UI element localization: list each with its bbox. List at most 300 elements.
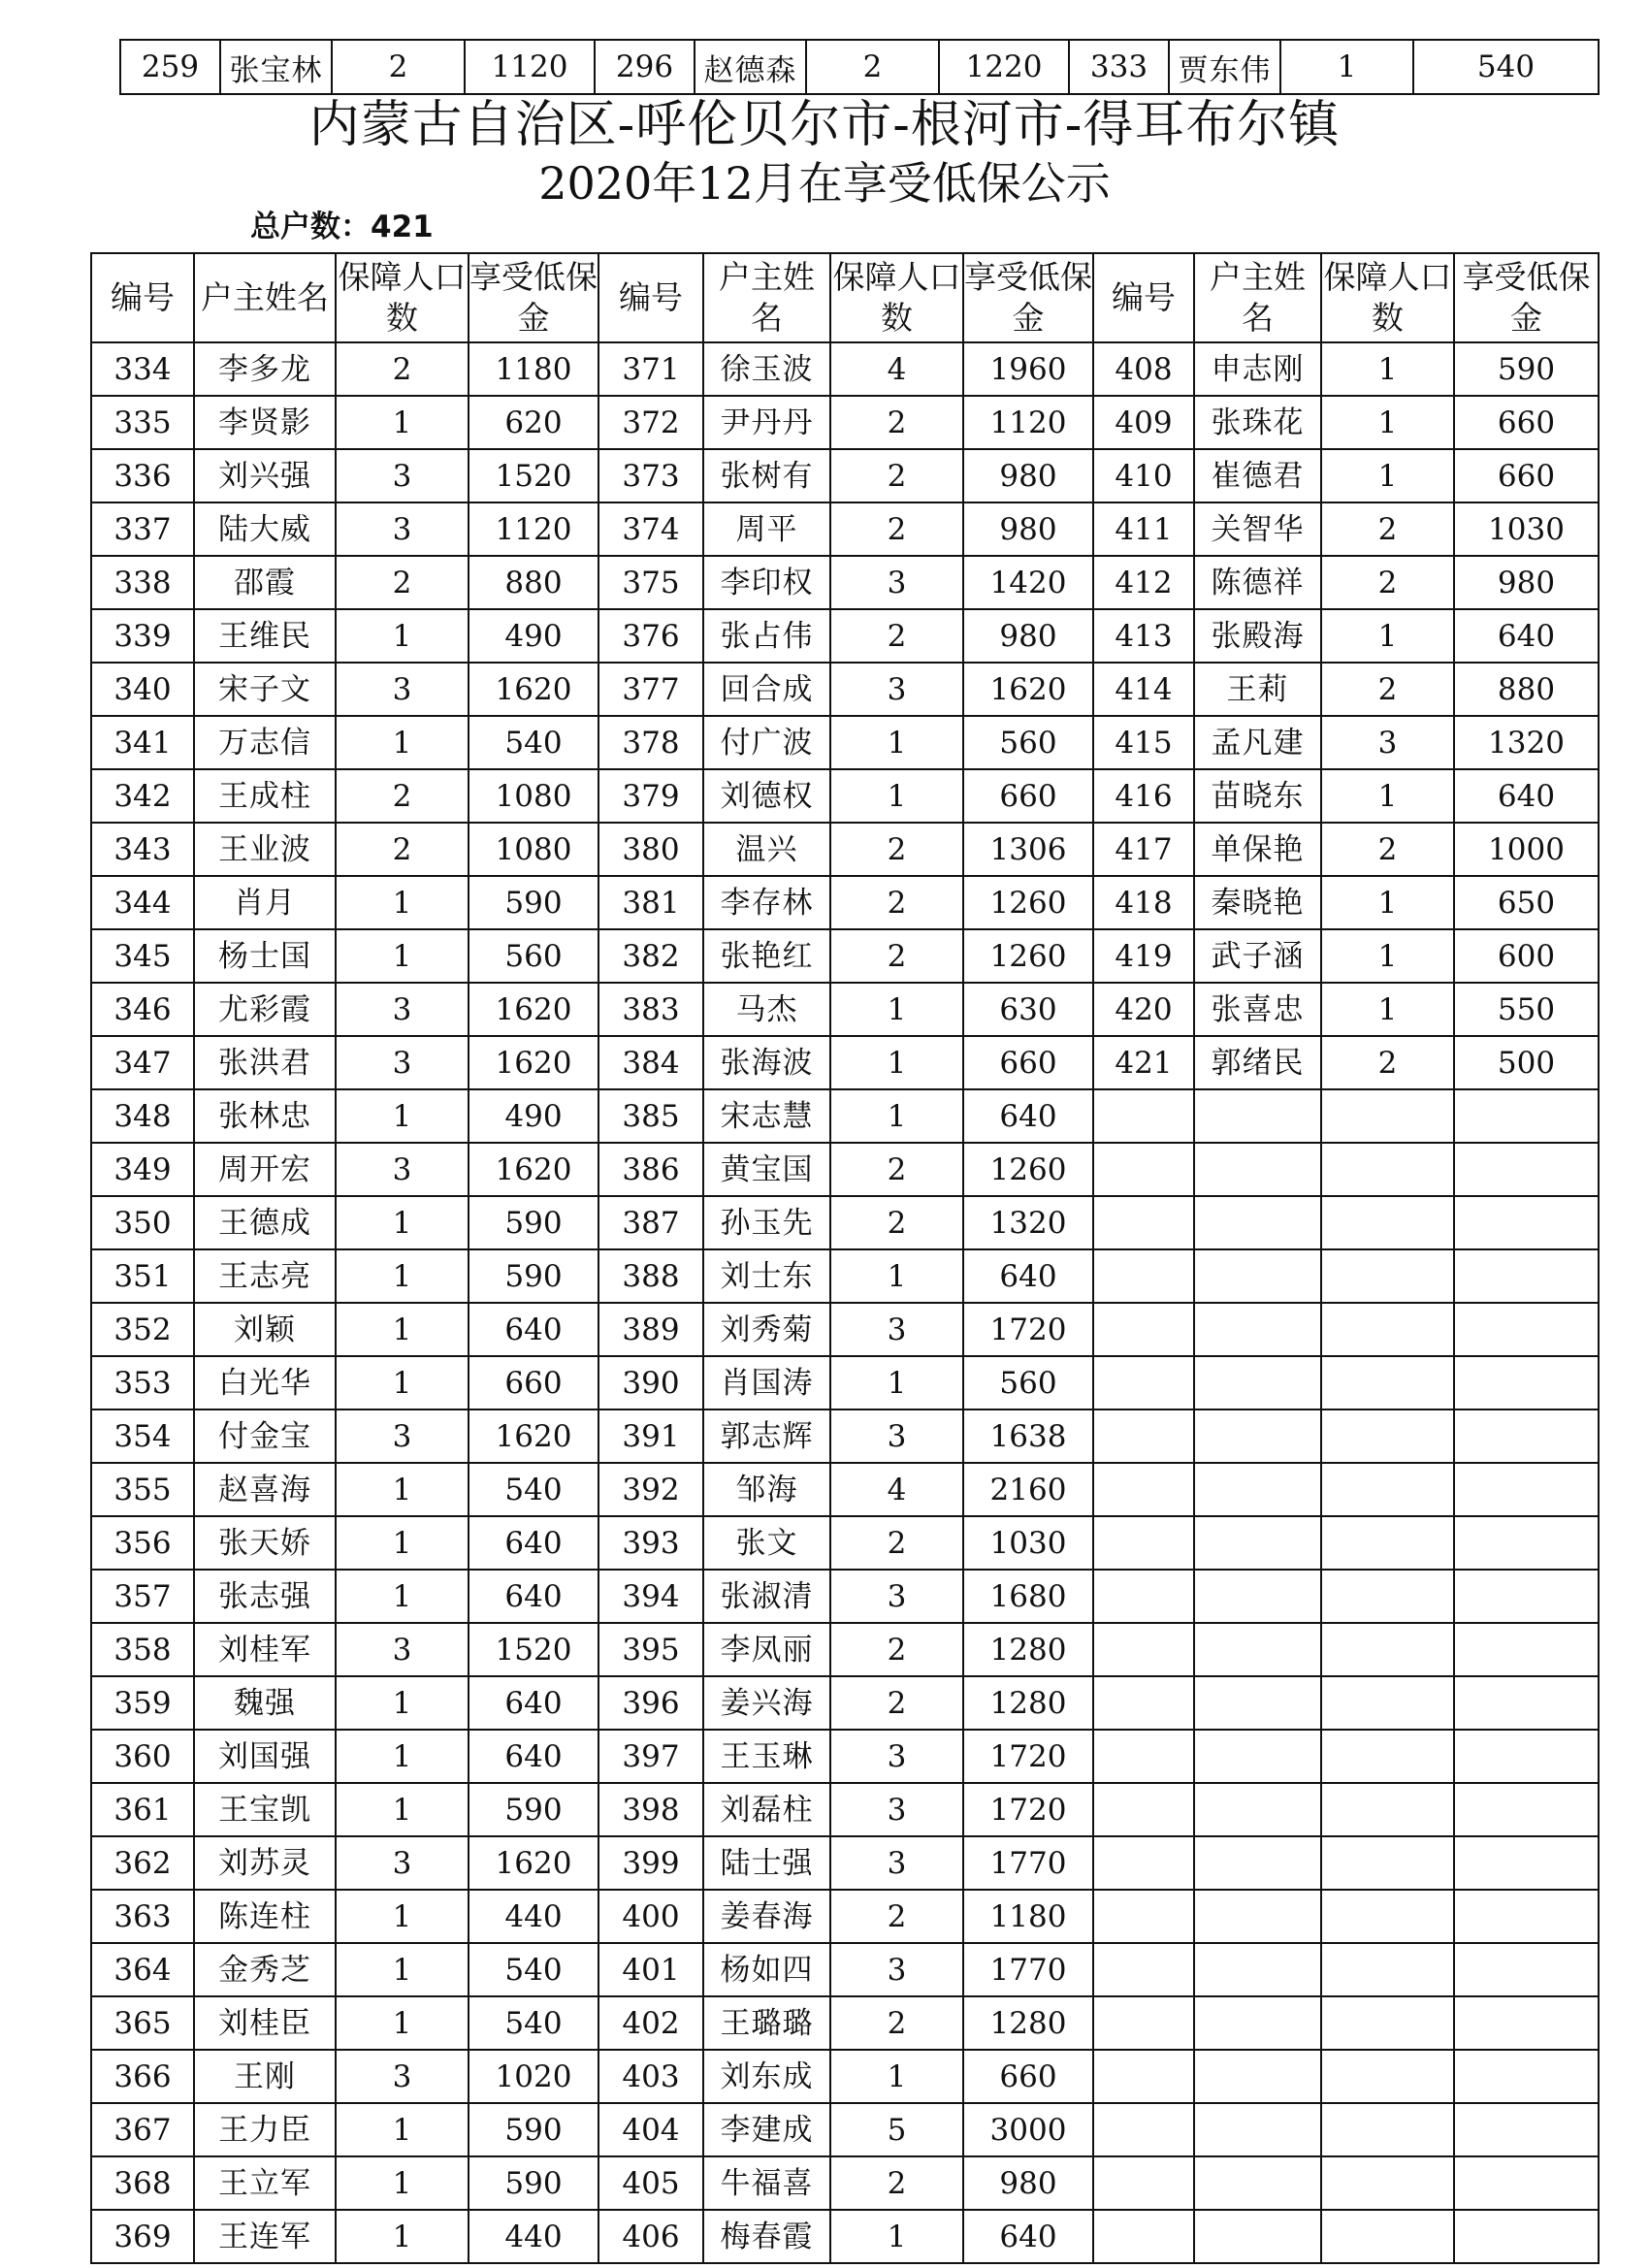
cell-people: 3 xyxy=(336,1143,469,1196)
cell-no: 353 xyxy=(91,1356,194,1409)
cell-name xyxy=(1194,1463,1321,1516)
table-row xyxy=(91,1356,1599,1409)
cell-amount xyxy=(1454,1676,1599,1730)
table-row xyxy=(91,1943,1599,1996)
table-row xyxy=(91,1463,1599,1516)
cell-no: 358 xyxy=(91,1623,194,1676)
cell-no: 388 xyxy=(598,1249,703,1303)
cell-name: 刘德权 xyxy=(703,769,830,823)
cell-no: 399 xyxy=(598,1836,703,1890)
cell-people: 3 xyxy=(830,1409,963,1463)
cell-no xyxy=(1093,1570,1194,1623)
cell-name: 贾东伟 xyxy=(1169,40,1280,94)
cell-people: 3 xyxy=(336,502,469,556)
cell-no xyxy=(1093,1089,1194,1143)
cell-no: 414 xyxy=(1093,663,1194,716)
cell-no: 360 xyxy=(91,1730,194,1783)
table-row xyxy=(91,342,1599,396)
cell-name xyxy=(1194,1996,1321,2050)
cell-no: 369 xyxy=(91,2210,194,2263)
cell-amount: 660 xyxy=(1454,449,1599,502)
subsidy-table xyxy=(90,252,1600,2264)
cell-people: 3 xyxy=(830,1730,963,1783)
cell-people: 2 xyxy=(830,1143,963,1196)
cell-people: 3 xyxy=(830,1943,963,1996)
cell-no: 406 xyxy=(598,2210,703,2263)
cell-no: 363 xyxy=(91,1890,194,1943)
table-row xyxy=(91,1303,1599,1356)
cell-no: 361 xyxy=(91,1783,194,1836)
cell-people: 1 xyxy=(336,716,469,769)
cell-no xyxy=(1093,1409,1194,1463)
cell-name: 王德成 xyxy=(194,1196,336,1249)
cell-no: 396 xyxy=(598,1676,703,1730)
cell-no: 344 xyxy=(91,876,194,929)
cell-amount: 560 xyxy=(963,716,1093,769)
cell-no: 352 xyxy=(91,1303,194,1356)
cell-name xyxy=(1194,1570,1321,1623)
cell-no: 378 xyxy=(598,716,703,769)
cell-amount: 1620 xyxy=(469,663,598,716)
cell-name: 周平 xyxy=(703,502,830,556)
table-row xyxy=(91,2156,1599,2210)
cell-people: 2 xyxy=(830,929,963,983)
cell-name: 赵喜海 xyxy=(194,1463,336,1516)
cell-people: 1 xyxy=(336,1463,469,1516)
table-row xyxy=(91,556,1599,609)
cell-name xyxy=(1194,1783,1321,1836)
cell-people: 2 xyxy=(830,2156,963,2210)
table-row xyxy=(120,40,1599,94)
header-no: 编号 xyxy=(598,253,703,342)
cell-no: 345 xyxy=(91,929,194,983)
cell-name: 刘国强 xyxy=(194,1730,336,1783)
cell-amount: 1960 xyxy=(963,342,1093,396)
cell-amount xyxy=(1454,1890,1599,1943)
table-row xyxy=(91,2103,1599,2156)
cell-no xyxy=(1093,1303,1194,1356)
cell-amount: 620 xyxy=(469,396,598,449)
cell-no xyxy=(1093,1463,1194,1516)
cell-name: 张洪君 xyxy=(194,1036,336,1089)
cell-amount: 1020 xyxy=(469,2050,598,2103)
table-row xyxy=(91,1196,1599,1249)
cell-no: 402 xyxy=(598,1996,703,2050)
cell-name: 刘颖 xyxy=(194,1303,336,1356)
cell-people: 1 xyxy=(336,1249,469,1303)
cell-name xyxy=(1194,2103,1321,2156)
cell-name: 刘桂臣 xyxy=(194,1996,336,2050)
cell-amount: 980 xyxy=(963,449,1093,502)
cell-name: 李印权 xyxy=(703,556,830,609)
cell-no: 411 xyxy=(1093,502,1194,556)
cell-people: 3 xyxy=(336,2050,469,2103)
cell-amount: 880 xyxy=(1454,663,1599,716)
cell-name: 尹丹丹 xyxy=(703,396,830,449)
cell-amount: 1120 xyxy=(963,396,1093,449)
cell-people: 3 xyxy=(830,1836,963,1890)
cell-amount: 980 xyxy=(1454,556,1599,609)
cell-amount: 1030 xyxy=(1454,502,1599,556)
cell-name xyxy=(1194,1943,1321,1996)
cell-no: 365 xyxy=(91,1996,194,2050)
header-amount: 享受低保金 xyxy=(469,253,598,342)
cell-no: 354 xyxy=(91,1409,194,1463)
cell-people: 1 xyxy=(336,1089,469,1143)
cell-no: 375 xyxy=(598,556,703,609)
header-people: 保障人口数 xyxy=(336,253,469,342)
cell-people xyxy=(1321,1516,1454,1570)
cell-no: 362 xyxy=(91,1836,194,1890)
cell-people xyxy=(1321,1249,1454,1303)
cell-no: 398 xyxy=(598,1783,703,1836)
cell-people: 1 xyxy=(336,1730,469,1783)
cell-amount: 1620 xyxy=(469,1143,598,1196)
cell-name: 牛福喜 xyxy=(703,2156,830,2210)
table-row xyxy=(91,663,1599,716)
cell-amount: 590 xyxy=(469,1783,598,1836)
cell-name: 关智华 xyxy=(1194,502,1321,556)
cell-no xyxy=(1093,1783,1194,1836)
cell-name: 王连军 xyxy=(194,2210,336,2263)
cell-amount xyxy=(1454,1463,1599,1516)
cell-no xyxy=(1093,1249,1194,1303)
header-no: 编号 xyxy=(1093,253,1194,342)
cell-name: 张树有 xyxy=(703,449,830,502)
cell-amount: 1520 xyxy=(469,449,598,502)
cell-amount: 1620 xyxy=(469,983,598,1036)
cell-name: 温兴 xyxy=(703,823,830,876)
cell-amount xyxy=(1454,1730,1599,1783)
cell-name: 张占伟 xyxy=(703,609,830,663)
cell-amount: 1680 xyxy=(963,1570,1093,1623)
table-row xyxy=(91,449,1599,502)
cell-amount: 980 xyxy=(963,502,1093,556)
cell-people: 1 xyxy=(336,1516,469,1570)
cell-no: 391 xyxy=(598,1409,703,1463)
table-row xyxy=(91,1570,1599,1623)
cell-name: 陈德祥 xyxy=(1194,556,1321,609)
table-row xyxy=(91,1676,1599,1730)
cell-people xyxy=(1321,1676,1454,1730)
cell-amount: 640 xyxy=(469,1676,598,1730)
cell-name: 赵德森 xyxy=(695,40,806,94)
cell-people: 3 xyxy=(1321,716,1454,769)
cell-no: 403 xyxy=(598,2050,703,2103)
cell-people: 2 xyxy=(830,1676,963,1730)
header-name: 户主姓名 xyxy=(703,253,830,342)
table-row xyxy=(91,823,1599,876)
table-row xyxy=(91,1409,1599,1463)
cell-name: 李凤丽 xyxy=(703,1623,830,1676)
table-row xyxy=(91,502,1599,556)
cell-people: 1 xyxy=(336,929,469,983)
cell-name xyxy=(1194,1303,1321,1356)
cell-no: 382 xyxy=(598,929,703,983)
cell-people: 3 xyxy=(336,449,469,502)
cell-people: 3 xyxy=(336,983,469,1036)
cell-people: 1 xyxy=(1321,983,1454,1036)
cell-people: 2 xyxy=(830,1996,963,2050)
cell-amount: 560 xyxy=(963,1356,1093,1409)
cell-people xyxy=(1321,1356,1454,1409)
cell-name xyxy=(1194,1356,1321,1409)
cell-people: 2 xyxy=(1321,556,1454,609)
cell-name xyxy=(1194,1409,1321,1463)
cell-no: 376 xyxy=(598,609,703,663)
cell-people: 1 xyxy=(830,2050,963,2103)
cell-people xyxy=(1321,1196,1454,1249)
cell-people: 1 xyxy=(830,769,963,823)
cell-amount: 660 xyxy=(963,1036,1093,1089)
cell-name: 张喜忠 xyxy=(1194,983,1321,1036)
cell-amount: 1180 xyxy=(963,1890,1093,1943)
cell-amount xyxy=(1454,2156,1599,2210)
cell-name: 单保艳 xyxy=(1194,823,1321,876)
cell-people xyxy=(1321,1623,1454,1676)
cell-no: 404 xyxy=(598,2103,703,2156)
cell-amount: 1420 xyxy=(963,556,1093,609)
cell-name: 张天娇 xyxy=(194,1516,336,1570)
table-row xyxy=(91,1516,1599,1570)
cell-no: 381 xyxy=(598,876,703,929)
cell-name: 李贤影 xyxy=(194,396,336,449)
cell-amount: 660 xyxy=(469,1356,598,1409)
cell-people: 1 xyxy=(830,2210,963,2263)
cell-people xyxy=(1321,2156,1454,2210)
cell-no: 336 xyxy=(91,449,194,502)
cell-no: 364 xyxy=(91,1943,194,1996)
cell-name: 王璐璐 xyxy=(703,1996,830,2050)
cell-people: 1 xyxy=(336,2210,469,2263)
cell-amount: 550 xyxy=(1454,983,1599,1036)
cell-no: 393 xyxy=(598,1516,703,1570)
cell-people: 1 xyxy=(1321,769,1454,823)
cell-people: 1 xyxy=(336,876,469,929)
cell-people xyxy=(1321,1836,1454,1890)
cell-amount xyxy=(1454,2050,1599,2103)
cell-people: 1 xyxy=(336,1783,469,1836)
cell-no: 359 xyxy=(91,1676,194,1730)
cell-amount: 640 xyxy=(469,1516,598,1570)
cell-name: 金秀芝 xyxy=(194,1943,336,1996)
cell-amount xyxy=(1454,1623,1599,1676)
cell-no xyxy=(1093,1996,1194,2050)
cell-amount: 660 xyxy=(1454,396,1599,449)
cell-name xyxy=(1194,1089,1321,1143)
cell-amount: 1280 xyxy=(963,1996,1093,2050)
cell-no xyxy=(1093,1623,1194,1676)
cell-name: 刘苏灵 xyxy=(194,1836,336,1890)
cell-people: 4 xyxy=(830,342,963,396)
cell-people: 3 xyxy=(336,1836,469,1890)
cell-no xyxy=(1093,1196,1194,1249)
cell-amount: 1120 xyxy=(465,40,595,94)
cell-amount: 630 xyxy=(963,983,1093,1036)
cell-no: 333 xyxy=(1069,40,1169,94)
cell-name xyxy=(1194,1249,1321,1303)
cell-name: 郭绪民 xyxy=(1194,1036,1321,1089)
cell-people: 1 xyxy=(830,716,963,769)
cell-people: 1 xyxy=(336,2156,469,2210)
cell-people: 2 xyxy=(336,769,469,823)
header-people: 保障人口数 xyxy=(1321,253,1454,342)
cell-name: 秦晓艳 xyxy=(1194,876,1321,929)
cell-people xyxy=(1321,1463,1454,1516)
cell-name: 孟凡建 xyxy=(1194,716,1321,769)
cell-no: 339 xyxy=(91,609,194,663)
cell-people: 2 xyxy=(830,1623,963,1676)
cell-amount: 640 xyxy=(1454,769,1599,823)
cell-amount: 590 xyxy=(469,2103,598,2156)
cell-people xyxy=(1321,1730,1454,1783)
cell-people: 2 xyxy=(336,556,469,609)
table-row xyxy=(91,1730,1599,1783)
cell-name xyxy=(1194,2050,1321,2103)
cell-amount xyxy=(1454,1516,1599,1570)
cell-no: 343 xyxy=(91,823,194,876)
cell-name: 杨如四 xyxy=(703,1943,830,1996)
cell-name xyxy=(1194,1623,1321,1676)
cell-people xyxy=(1321,1996,1454,2050)
cell-people: 1 xyxy=(1321,609,1454,663)
cell-people xyxy=(1321,1783,1454,1836)
cell-amount: 540 xyxy=(469,1996,598,2050)
cell-people: 2 xyxy=(332,40,465,94)
cell-amount: 1080 xyxy=(469,769,598,823)
cell-people: 3 xyxy=(336,1409,469,1463)
cell-people: 2 xyxy=(806,40,939,94)
cell-amount: 1770 xyxy=(963,1943,1093,1996)
cell-no: 417 xyxy=(1093,823,1194,876)
header-amount: 享受低保金 xyxy=(1454,253,1599,342)
header-name: 户主姓名 xyxy=(1194,253,1321,342)
cell-amount: 1280 xyxy=(963,1676,1093,1730)
cell-name: 周开宏 xyxy=(194,1143,336,1196)
cell-no xyxy=(1093,2210,1194,2263)
cell-people: 3 xyxy=(336,663,469,716)
cell-amount: 1260 xyxy=(963,876,1093,929)
cell-people: 2 xyxy=(1321,663,1454,716)
cell-no: 341 xyxy=(91,716,194,769)
cell-name: 王莉 xyxy=(1194,663,1321,716)
cell-name: 孙玉先 xyxy=(703,1196,830,1249)
cell-name: 王宝凯 xyxy=(194,1783,336,1836)
cell-no xyxy=(1093,1890,1194,1943)
table-row xyxy=(91,1249,1599,1303)
cell-name: 邵霞 xyxy=(194,556,336,609)
cell-amount xyxy=(1454,1303,1599,1356)
cell-no xyxy=(1093,2050,1194,2103)
cell-amount: 540 xyxy=(469,1463,598,1516)
cell-name: 王玉琳 xyxy=(703,1730,830,1783)
cell-no xyxy=(1093,1730,1194,1783)
cell-people: 4 xyxy=(830,1463,963,1516)
cell-no: 380 xyxy=(598,823,703,876)
cell-amount: 440 xyxy=(469,2210,598,2263)
cell-no: 340 xyxy=(91,663,194,716)
cell-people: 1 xyxy=(336,1996,469,2050)
cell-name: 肖国涛 xyxy=(703,1356,830,1409)
cell-amount: 1000 xyxy=(1454,823,1599,876)
cell-amount: 500 xyxy=(1454,1036,1599,1089)
cell-people: 1 xyxy=(336,1890,469,1943)
cell-no: 334 xyxy=(91,342,194,396)
cell-name: 姜春海 xyxy=(703,1890,830,1943)
table-row xyxy=(91,716,1599,769)
cell-no: 356 xyxy=(91,1516,194,1570)
previous-page-last-row xyxy=(119,39,1600,95)
cell-no: 389 xyxy=(598,1303,703,1356)
cell-amount: 880 xyxy=(469,556,598,609)
cell-amount xyxy=(1454,1356,1599,1409)
cell-name: 李存林 xyxy=(703,876,830,929)
cell-amount: 3000 xyxy=(963,2103,1093,2156)
cell-no: 387 xyxy=(598,1196,703,1249)
cell-people: 1 xyxy=(1321,342,1454,396)
cell-name: 刘兴强 xyxy=(194,449,336,502)
cell-name: 徐玉波 xyxy=(703,342,830,396)
cell-name: 付广波 xyxy=(703,716,830,769)
cell-no: 420 xyxy=(1093,983,1194,1036)
cell-people: 1 xyxy=(1321,449,1454,502)
document-subtitle: 2020年12月在享受低保公示 xyxy=(538,157,1111,210)
cell-people: 1 xyxy=(336,1303,469,1356)
table-row xyxy=(91,1996,1599,2050)
cell-people: 2 xyxy=(1321,823,1454,876)
cell-name: 王业波 xyxy=(194,823,336,876)
cell-people: 2 xyxy=(830,502,963,556)
cell-no: 338 xyxy=(91,556,194,609)
cell-name: 肖月 xyxy=(194,876,336,929)
table-row xyxy=(91,1623,1599,1676)
cell-name xyxy=(1194,2156,1321,2210)
cell-no: 408 xyxy=(1093,342,1194,396)
cell-name: 张艳红 xyxy=(703,929,830,983)
cell-name: 刘东成 xyxy=(703,2050,830,2103)
cell-no: 386 xyxy=(598,1143,703,1196)
cell-name xyxy=(1194,1730,1321,1783)
cell-name: 张志强 xyxy=(194,1570,336,1623)
cell-no: 394 xyxy=(598,1570,703,1623)
cell-amount: 1260 xyxy=(963,1143,1093,1196)
cell-no: 373 xyxy=(598,449,703,502)
cell-amount: 1320 xyxy=(1454,716,1599,769)
cell-no: 400 xyxy=(598,1890,703,1943)
table-row xyxy=(91,983,1599,1036)
cell-amount xyxy=(1454,1409,1599,1463)
cell-no: 397 xyxy=(598,1730,703,1783)
cell-name: 崔德君 xyxy=(1194,449,1321,502)
cell-name: 宋志慧 xyxy=(703,1089,830,1143)
cell-no: 296 xyxy=(595,40,695,94)
cell-amount: 640 xyxy=(469,1303,598,1356)
cell-no: 384 xyxy=(598,1036,703,1089)
cell-name: 梅春霞 xyxy=(703,2210,830,2263)
cell-people xyxy=(1321,1089,1454,1143)
cell-name: 刘桂军 xyxy=(194,1623,336,1676)
cell-people: 1 xyxy=(830,1036,963,1089)
cell-amount: 980 xyxy=(963,2156,1093,2210)
cell-amount: 590 xyxy=(469,1196,598,1249)
table-row xyxy=(91,929,1599,983)
cell-name: 李建成 xyxy=(703,2103,830,2156)
cell-no xyxy=(1093,1143,1194,1196)
cell-no: 383 xyxy=(598,983,703,1036)
cell-amount: 1620 xyxy=(469,1836,598,1890)
table-row xyxy=(91,2050,1599,2103)
cell-people: 2 xyxy=(1321,1036,1454,1089)
